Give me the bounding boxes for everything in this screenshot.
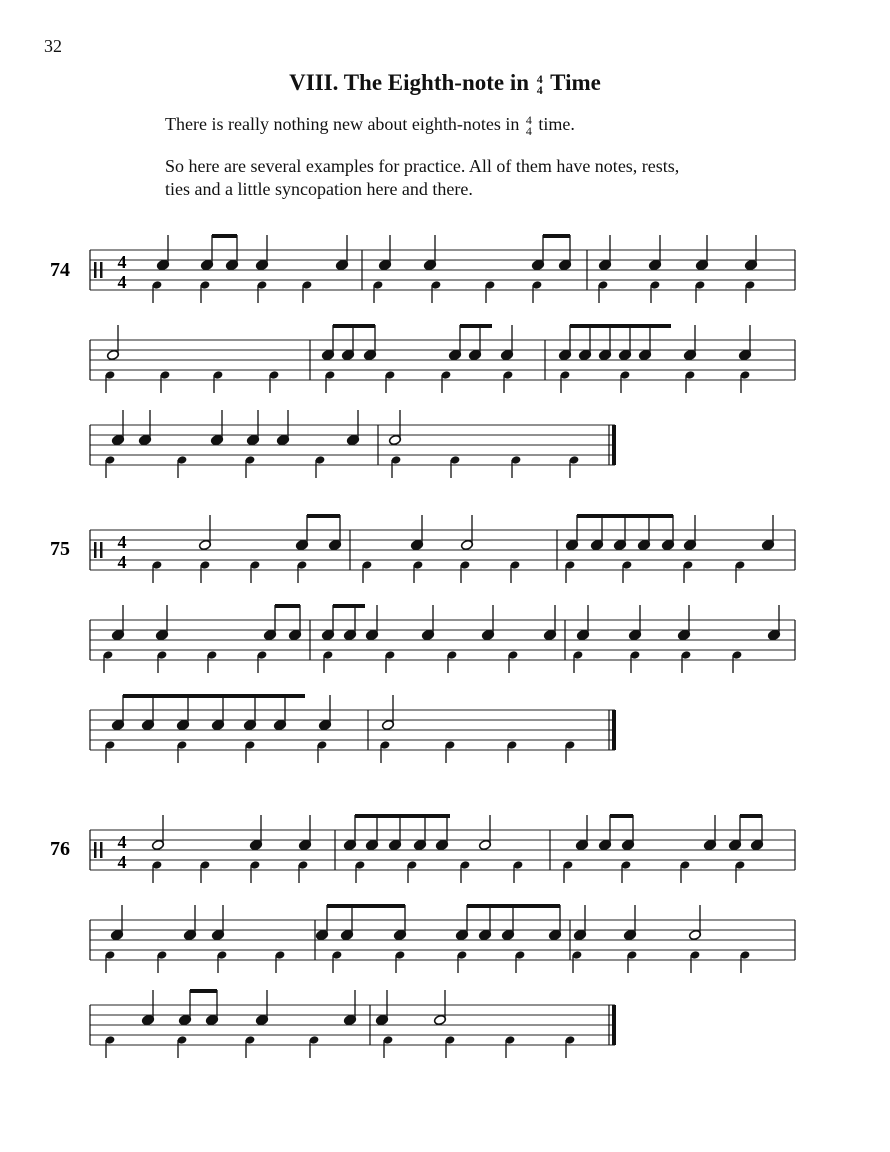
title-suffix: Time bbox=[550, 70, 601, 95]
time-signature-top: 4 bbox=[117, 832, 127, 852]
time-signature-bottom: 4 bbox=[117, 272, 127, 292]
time-signature-top: 4 bbox=[117, 532, 127, 552]
practice-line-1: So here are several examples for practice. All of them have notes, rests, bbox=[165, 156, 680, 176]
title-prefix: VIII. The Eighth-note in bbox=[289, 70, 530, 95]
time-signature-bottom: 4 bbox=[117, 552, 127, 572]
percussion-clef-bar bbox=[100, 542, 103, 558]
eighth-note-beam bbox=[123, 694, 255, 698]
eighth-note-beam bbox=[460, 324, 492, 328]
eighth-note-beam bbox=[212, 234, 237, 238]
eighth-note-beam bbox=[307, 514, 340, 518]
eighth-note-beam bbox=[570, 324, 671, 328]
practice-line-2: ties and a little syncopation here and there. bbox=[165, 179, 473, 199]
eighth-note-beam bbox=[255, 694, 305, 698]
exercise-number-76: 76 bbox=[50, 838, 70, 860]
intro-suffix: time. bbox=[538, 114, 575, 134]
eighth-note-beam bbox=[190, 989, 217, 993]
eighth-note-beam bbox=[355, 814, 450, 818]
exercise-number-75: 75 bbox=[50, 538, 70, 560]
percussion-clef-bar bbox=[94, 542, 97, 558]
percussion-clef-bar bbox=[94, 262, 97, 278]
intro-prefix: There is really nothing new about eighth-notes in bbox=[165, 114, 520, 134]
final-barline-thick bbox=[612, 710, 616, 750]
eighth-note-beam bbox=[327, 904, 405, 908]
title-time-signature: 4 4 bbox=[536, 71, 543, 97]
eighth-note-beam bbox=[467, 904, 560, 908]
eighth-note-beam bbox=[333, 324, 375, 328]
intro-time-signature: 4 4 bbox=[525, 112, 532, 138]
time-signature-bottom: 4 bbox=[117, 852, 127, 872]
final-barline-thick bbox=[612, 425, 616, 465]
percussion-clef-bar bbox=[100, 842, 103, 858]
percussion-clef-bar bbox=[94, 842, 97, 858]
eighth-note-beam bbox=[740, 814, 762, 818]
exercise-number-74: 74 bbox=[50, 259, 70, 281]
final-barline-thick bbox=[612, 1005, 616, 1045]
eighth-note-beam bbox=[333, 604, 365, 608]
percussion-clef-bar bbox=[100, 262, 103, 278]
eighth-note-beam bbox=[543, 234, 570, 238]
page-number: 32 bbox=[44, 36, 62, 56]
eighth-note-beam bbox=[577, 514, 673, 518]
time-signature-top: 4 bbox=[117, 252, 127, 272]
eighth-note-beam bbox=[610, 814, 633, 818]
eighth-note-beam bbox=[275, 604, 300, 608]
